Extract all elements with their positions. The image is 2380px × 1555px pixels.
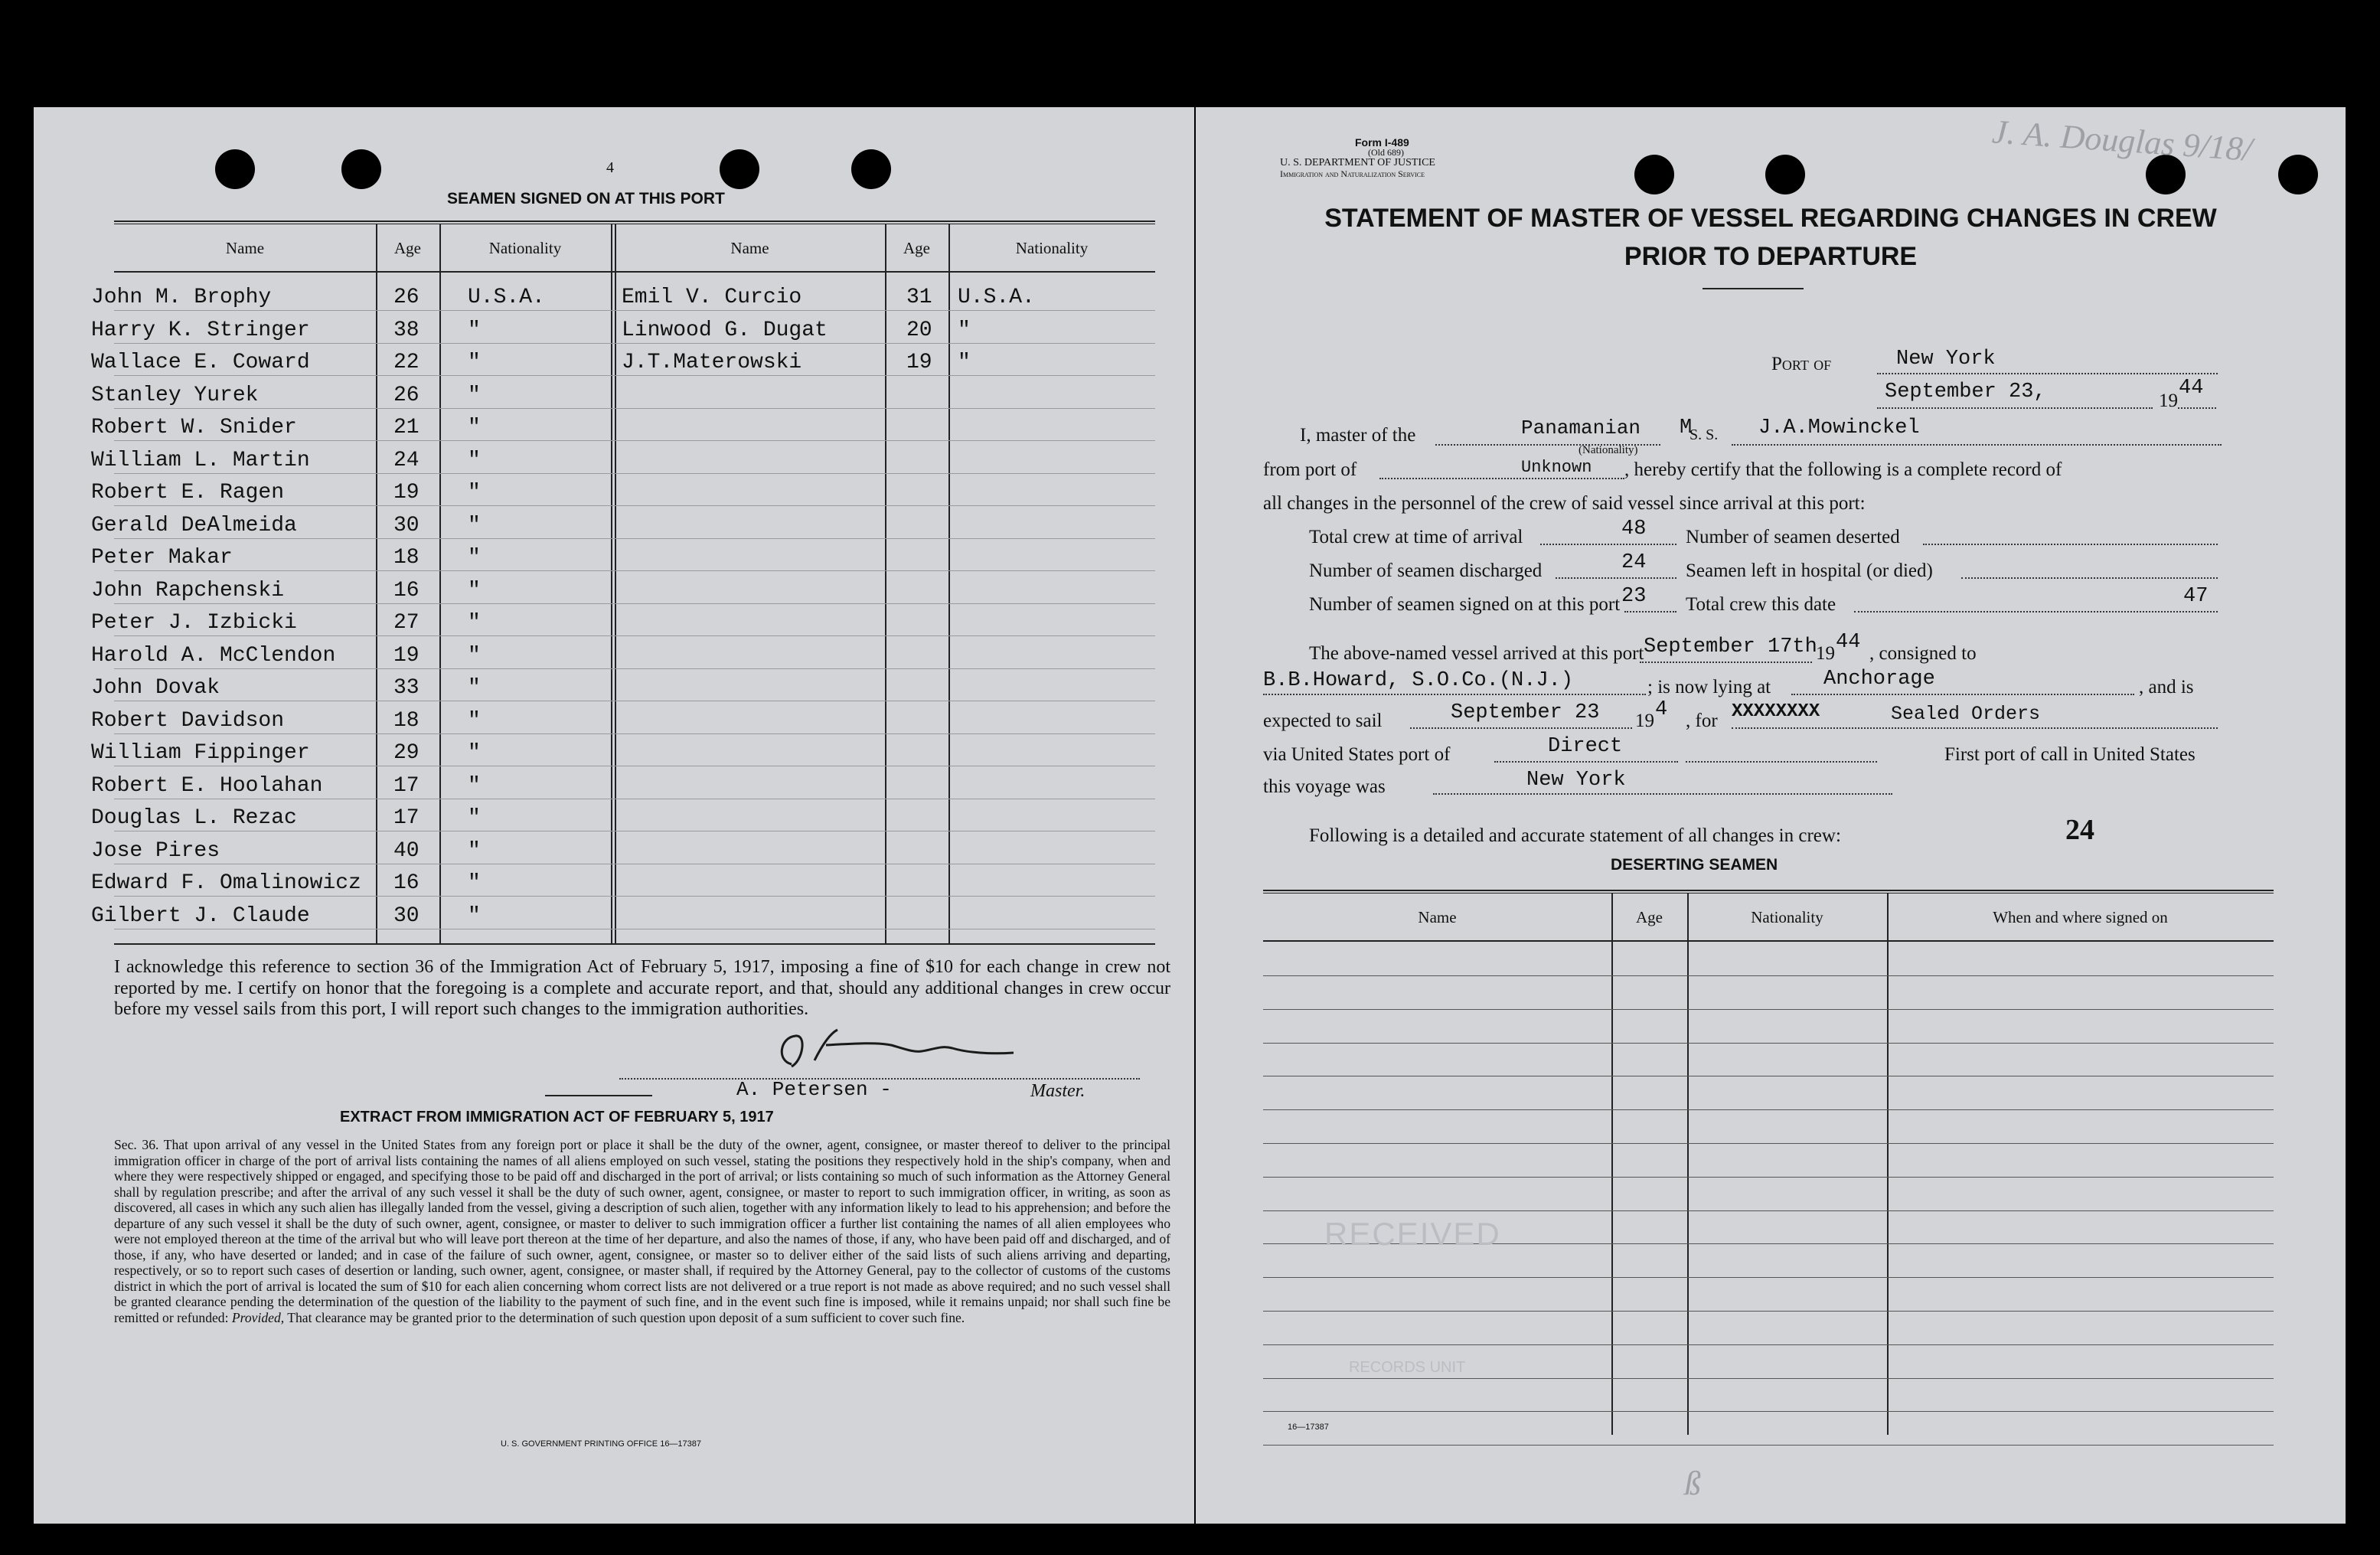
seaman-name: Peter Makar	[91, 546, 233, 570]
seaman-nationality: "	[468, 774, 481, 798]
col-header-nationality: Nationality	[1015, 239, 1089, 257]
deserting-row-line	[1263, 1009, 2274, 1010]
seaman-name: Peter J. Izbicki	[91, 611, 297, 635]
punch-hole	[1634, 155, 1674, 194]
seaman-name: Emil V. Curcio	[622, 286, 802, 309]
signed-on-label: Number of seamen signed on at this port	[1309, 594, 1621, 615]
deserting-row-line	[1263, 975, 2274, 976]
punch-hole	[851, 149, 891, 189]
seaman-name: Stanley Yurek	[91, 384, 259, 407]
total-now-label: Total crew this date	[1686, 594, 1836, 615]
seaman-nationality: "	[468, 839, 481, 863]
seaman-name: Robert E. Ragen	[91, 481, 285, 505]
total-arrival-value: 48	[1621, 518, 1647, 541]
lying-label: ; is now lying at	[1647, 677, 1771, 697]
master-signature	[769, 1022, 1029, 1083]
sail-year: 4	[1655, 698, 1668, 721]
seaman-age: 29	[393, 741, 420, 765]
punch-hole	[1765, 155, 1805, 194]
seaman-nationality: "	[468, 514, 481, 537]
all-changes-text: all changes in the personnel of the crew of said vessel since arrival at this port:	[1263, 493, 1866, 514]
seaman-nationality: "	[468, 676, 481, 700]
deserting-row-line	[1263, 1177, 2274, 1178]
deserting-row-line	[1263, 1109, 2274, 1110]
sail-year-prefix: 19	[1635, 711, 1654, 731]
seaman-nationality: "	[468, 871, 481, 895]
vessel-prefix-printed: S. S.	[1690, 426, 1719, 443]
seaman-name: Gilbert J. Claude	[91, 904, 310, 928]
seaman-age: 18	[393, 709, 420, 733]
date-value: September 23,	[1885, 381, 2046, 403]
vessel-prefix-typed: M	[1680, 417, 1693, 439]
handwritten-note: J. A. Douglas 9/18/	[1990, 113, 2254, 168]
service: Immigration and Naturalization Service	[1280, 168, 1425, 179]
deserting-col-age: Age	[1636, 908, 1663, 926]
consignee-value: B.B.Howard, S.O.Co.(N.J.)	[1263, 669, 1574, 692]
for-label: , for	[1686, 711, 1718, 731]
seaman-age: 24	[393, 449, 420, 472]
punch-hole	[2278, 155, 2318, 194]
records-unit-stamp: RECORDS UNIT	[1349, 1359, 1466, 1376]
seaman-age: 33	[393, 676, 420, 700]
seaman-age: 31	[906, 286, 932, 309]
seaman-nationality: "	[468, 579, 481, 603]
left-page	[34, 107, 1194, 1524]
seaman-nationality: "	[468, 904, 481, 928]
this-voyage-label: this voyage was	[1263, 776, 1386, 797]
seaman-age: 22	[393, 351, 420, 374]
printing-office: U. S. GOVERNMENT PRINTING OFFICE 16—17387	[501, 1439, 702, 1449]
form-title-line1: STATEMENT OF MASTER OF VESSEL REGARDING CHANGES IN CREW	[1324, 204, 2217, 233]
year-value: 44	[2179, 377, 2204, 400]
deserting-col-nationality: Nationality	[1751, 908, 1823, 926]
sail-date: September 23	[1451, 701, 1600, 724]
seaman-age: 16	[393, 579, 420, 603]
right-page	[1196, 107, 2346, 1524]
seaman-age: 17	[393, 806, 420, 830]
deserting-row-line	[1263, 1411, 2274, 1412]
following-text: Following is a detailed and accurate statement of all changes in crew:	[1309, 825, 1841, 846]
from-port-label: from port of	[1263, 459, 1357, 480]
lying-value: Anchorage	[1823, 668, 1935, 691]
acknowledgement-text: I acknowledge this reference to section 36 of the Immigration Act of February 5, 1917, imposing a fine of $10 for each change in crew not reported by me. I certify on honor that the foregoing is a complete and accurate report, and that, should any additional changes in crew occur before my vessel sails from this port, I will report such changes to the immigration authorities.	[114, 957, 1170, 1019]
port-value: New York	[1896, 348, 1996, 371]
seaman-name: William L. Martin	[91, 449, 310, 472]
seaman-age: 21	[393, 416, 420, 439]
handwritten-mark: ß	[1684, 1465, 1701, 1502]
signed-on-value: 23	[1621, 585, 1647, 608]
seaman-name: Harold A. McClendon	[91, 644, 336, 668]
punch-hole	[341, 149, 381, 189]
consigned-label: , consigned to	[1869, 643, 1977, 664]
seaman-age: 17	[393, 774, 420, 798]
seaman-age: 40	[393, 839, 420, 863]
deserting-col-name: Name	[1418, 908, 1457, 926]
seaman-name: John Dovak	[91, 676, 220, 700]
seaman-name: John M. Brophy	[91, 286, 272, 309]
seaman-name: Edward F. Omalinowicz	[91, 871, 361, 895]
seaman-name: Robert E. Hoolahan	[91, 774, 323, 798]
section-36-proviso: Provided,	[231, 1309, 285, 1325]
punch-hole	[720, 149, 759, 189]
seaman-age: 16	[393, 871, 420, 895]
deserting-title: DESERTING SEAMEN	[1611, 856, 1778, 874]
seaman-nationality: "	[468, 384, 481, 407]
seaman-nationality: "	[468, 806, 481, 830]
seaman-nationality: "	[468, 319, 481, 342]
nationality-value: Panamanian	[1521, 417, 1641, 439]
deserting-row-line	[1263, 1043, 2274, 1044]
seaman-nationality: "	[468, 449, 481, 472]
arrived-value: September 17th	[1644, 635, 1817, 658]
arrived-year: 44	[1836, 631, 1861, 654]
col-header-nationality: Nationality	[488, 239, 562, 257]
discharged-label: Number of seamen discharged	[1309, 560, 1543, 581]
vessel-name: J.A.Mowinckel	[1758, 417, 1920, 439]
arrived-label: The above-named vessel arrived at this port	[1309, 643, 1644, 664]
seaman-name: Harry K. Stringer	[91, 319, 310, 342]
seaman-name: Robert Davidson	[91, 709, 285, 733]
port-label: Port of	[1771, 354, 1832, 374]
deserting-row-line	[1263, 1445, 2274, 1446]
punch-hole	[215, 149, 255, 189]
seaman-name: William Fippinger	[91, 741, 310, 765]
seaman-age: 27	[393, 611, 420, 635]
seaman-age: 30	[393, 904, 420, 928]
seaman-age: 18	[393, 546, 420, 570]
master-label: Master.	[1030, 1081, 1086, 1101]
seaman-nationality: U.S.A.	[468, 286, 545, 309]
seaman-age: 26	[393, 384, 420, 407]
seaman-nationality: U.S.A.	[958, 286, 1035, 309]
deserting-row-line	[1263, 1277, 2274, 1278]
seaman-name: Wallace E. Coward	[91, 351, 310, 374]
form-title-line2: PRIOR TO DEPARTURE	[1624, 242, 1918, 271]
col-header-age: Age	[903, 239, 930, 257]
discharged-value: 24	[1621, 551, 1647, 574]
seaman-nationality: "	[468, 416, 481, 439]
deserting-col-when-where: When and where signed on	[1993, 908, 2168, 926]
deserting-row-line	[1263, 1210, 2274, 1211]
seaman-age: 19	[393, 644, 420, 668]
from-port-value: Unknown	[1521, 458, 1592, 477]
master-name: A. Petersen -	[736, 1078, 892, 1101]
seaman-nationality: "	[468, 351, 481, 374]
for-value: Sealed Orders	[1891, 703, 2041, 725]
section-title: SEAMEN SIGNED ON AT THIS PORT	[447, 190, 725, 207]
seaman-age: 19	[906, 351, 932, 374]
seaman-nationality: "	[468, 481, 481, 505]
seaman-name: Jose Pires	[91, 839, 220, 863]
seaman-age: 20	[906, 319, 932, 342]
seaman-nationality: "	[468, 611, 481, 635]
seaman-nationality: "	[958, 351, 971, 374]
seaman-name: Gerald DeAlmeida	[91, 514, 297, 537]
deserting-row-line	[1263, 1143, 2274, 1144]
total-now-value: 47	[2183, 585, 2209, 608]
col-header-name: Name	[225, 239, 265, 257]
hospital-label: Seamen left in hospital (or died)	[1686, 560, 1933, 581]
via-label: via United States port of	[1263, 744, 1451, 765]
expected-label: expected to sail	[1263, 711, 1383, 731]
first-port-label: First port of call in United States	[1944, 744, 2196, 765]
seaman-nationality: "	[468, 644, 481, 668]
col-header-name: Name	[730, 239, 769, 257]
seaman-name: Douglas L. Rezac	[91, 806, 297, 830]
page-number: 4	[606, 159, 614, 176]
seaman-age: 38	[393, 319, 420, 342]
form-old-number: (Old 689)	[1368, 147, 1404, 158]
seaman-name: Linwood G. Dugat	[622, 319, 828, 342]
and-is-label: , and is	[2139, 677, 2194, 697]
arrived-year-prefix: 19	[1816, 643, 1835, 664]
seaman-name: John Rapchenski	[91, 579, 285, 603]
certify-text: , hereby certify that the following is a complete record of	[1624, 459, 2062, 480]
seaman-age: 19	[393, 481, 420, 505]
seaman-name: Robert W. Snider	[91, 416, 297, 439]
seaman-nationality: "	[958, 319, 971, 342]
nationality-caption: (Nationality)	[1579, 444, 1638, 456]
seaman-nationality: "	[468, 741, 481, 765]
section-36-body: Sec. 36. That upon arrival of any vessel in the United States from any foreign port or place it shall be the duty of the owner, agent, consignee, or master thereof to deliver to the principal immigration officer in charge of the port of arrival lists containing the names of all aliens employed on such vessel, stating the positions they respectively hold in the ship's company, when and where they were respectively shipped or engaged, and specifying those to be paid off and discharged in the port of arrival; or lists containing so much of such information as the Attorney General shall by regulation prescribe; and after the arrival of any such vessel it shall be the duty of such owner, agent, consignee, or master to report to such immigration officer, in writing, as soon as discovered, all cases in which any such alien has illegally landed from the vessel, giving a description of such alien, together with any information likely to lead to his apprehension; and before the departure of any such vessel it shall be the duty of such owner, agent, consignee, or master to deliver to such immigration officer a further list containing the names of all alien employees who were not employed thereon at the time of the arrival but who will leave port thereon at the time of her departure, and also the names of those, if any, who have been paid off and discharged, and of those, if any, who have deserted or landed; and in case of the failure of such owner, agent, consignee, or master so to deliver either of the said lists of such aliens arriving and departing, respectively, or so to report such cases of desertion or landing, such owner, agent, consignee, or master shall, if required by the Attorney General, pay to the collector of customs of the customs district in which the port of arrival is located the sum of $10 for each alien concerning whom correct lists are not delivered or a true report is not made as above required; and no such vessel shall be granted clearance pending the determination of the question of the liability to the payment of such fine, and in the event such fine is imposed, while it remains unpaid; nor shall such fine be remitted or refunded:	[114, 1137, 1170, 1325]
master-of-label: I, master of the	[1300, 425, 1416, 446]
seaman-age: 26	[393, 286, 420, 309]
for-struck-out: XXXXXXXX	[1732, 701, 1820, 722]
form-number: Form I-489	[1355, 136, 1409, 149]
this-voyage-value: New York	[1526, 769, 1626, 792]
deserting-row-line	[1263, 1311, 2274, 1312]
form-footer: 16—17387	[1288, 1423, 1329, 1432]
deserting-row-line	[1263, 1378, 2274, 1379]
seaman-nationality: "	[468, 546, 481, 570]
section-36-end: That clearance may be granted prior to the determination of such question upon deposit of a sum sufficient to cover such fine.	[287, 1309, 965, 1325]
deserting-row-line	[1263, 1344, 2274, 1345]
seaman-name: J.T.Materowski	[622, 351, 802, 374]
received-stamp: RECEIVED	[1324, 1216, 1501, 1252]
year-prefix: 19	[2159, 390, 2178, 411]
seaman-age: 30	[393, 514, 420, 537]
via-value: Direct	[1548, 735, 1623, 758]
changes-count: 24	[2065, 814, 2094, 846]
col-header-age: Age	[394, 239, 421, 257]
extract-title: EXTRACT FROM IMMIGRATION ACT OF FEBRUARY 5, 1917	[340, 1109, 774, 1125]
department: U. S. DEPARTMENT OF JUSTICE	[1280, 157, 1435, 168]
total-arrival-label: Total crew at time of arrival	[1309, 527, 1523, 547]
deserted-label: Number of seamen deserted	[1686, 527, 1900, 547]
section-36-text	[114, 1137, 1170, 1325]
seaman-nationality: "	[468, 709, 481, 733]
